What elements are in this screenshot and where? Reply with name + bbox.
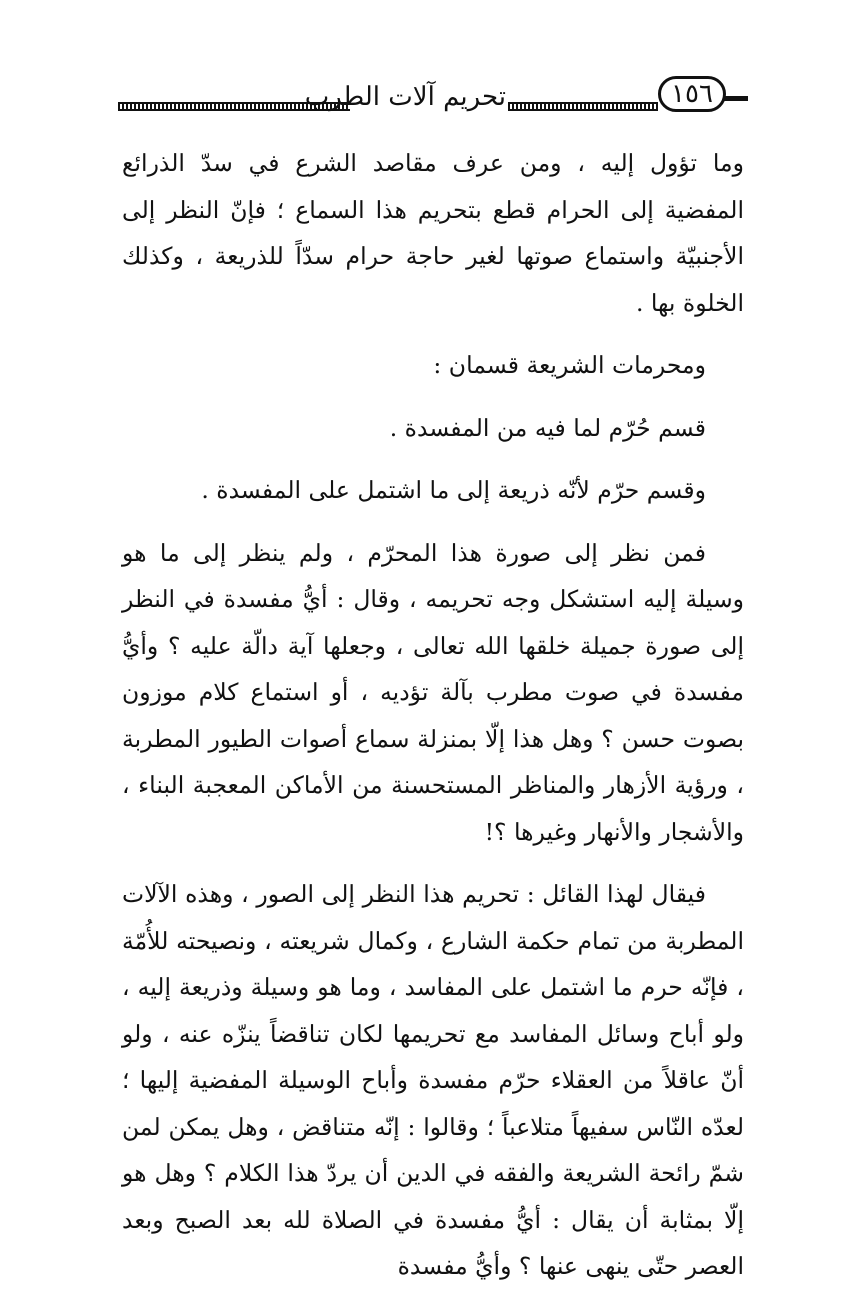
- page-body: [122, 140, 744, 1290]
- header-rule-middle: [508, 102, 658, 111]
- paragraph-3: قسم حُرّم لما فيه من المفسدة .: [389, 413, 706, 442]
- page-number: ١٥٦: [658, 76, 726, 112]
- header-title: تحريم آلات الطرب: [304, 82, 506, 112]
- page-header: [118, 68, 748, 118]
- paragraph-6: فيقال لهذا القائل : تحريم هذا النظر إلى الصور ، وهذه الآلات المطربة من تمام حكمة الشارع ، وكمال شريعته ، ونصيحته للأُمّة ، فإنّه حرم ما اشتمل على المفاسد ، وما هو وسيلة وذريعة إليه ، ولو أباح وسائل المفاسد مع تحريمها لكان تناقضاً ينزّه عنه ، ولو أنّ عاقلاً من العقلاء حرّم مفسدة وأباح الوسيلة المفضية إليها ؛ لعدّه النّاس سفيهاً متلاعباً ؛ وقالوا : إنّه متناقض ، وهل يمكن لمن شمّ رائحة الشريعة والفقه في الدين أن يردّ هذا الكلام ؟ وهل هو إلّا بمثابة أن يقال : أيُّ مفسدة في الصلاة لله بعد الصبح وبعد العصر حتّى ينهى عنها ؟ وأيُّ مفسدة: [122, 880, 744, 1280]
- paragraph-4: وقسم حرّم لأنّه ذريعة إلى ما اشتمل على المفسدة .: [201, 476, 706, 504]
- paragraph-1: وما تؤول إليه ، ومن عرف مقاصد الشرع في سدّ الذرائع المفضية إلى الحرام قطع بتحريم هذا السماع ؛ فإنّ النظر إلى الأجنبيّة واستماع صوتها لغير حاجة حرام سدّاً للذريعة ، وكذلك الخلوة بها .: [122, 149, 744, 317]
- paragraph-5: فمن نظر إلى صورة هذا المحرّم ، ولم ينظر إلى ما هو وسيلة إليه استشكل وجه تحريمه ، وقال : أيُّ مفسدة في النظر إلى صورة جميلة خلقها الله تعالى ، وجعلها آية دالّة عليه ؟ وأيُّ مفسدة في صوت مطرب بآلة تؤديه ، أو استماع كلام موزون بصوت حسن ؟ وهل هذا إلّا بمنزلة سماع أصوات الطيور المطربة ، ورؤية الأزهار والمناظر المستحسنة من الأماكن المعجبة البناء ، والأشجار والأنهار وغيرها ؟!: [122, 538, 744, 846]
- header-rule-right: [723, 96, 748, 101]
- paragraph-2: ومحرمات الشريعة قسمان :: [433, 351, 706, 379]
